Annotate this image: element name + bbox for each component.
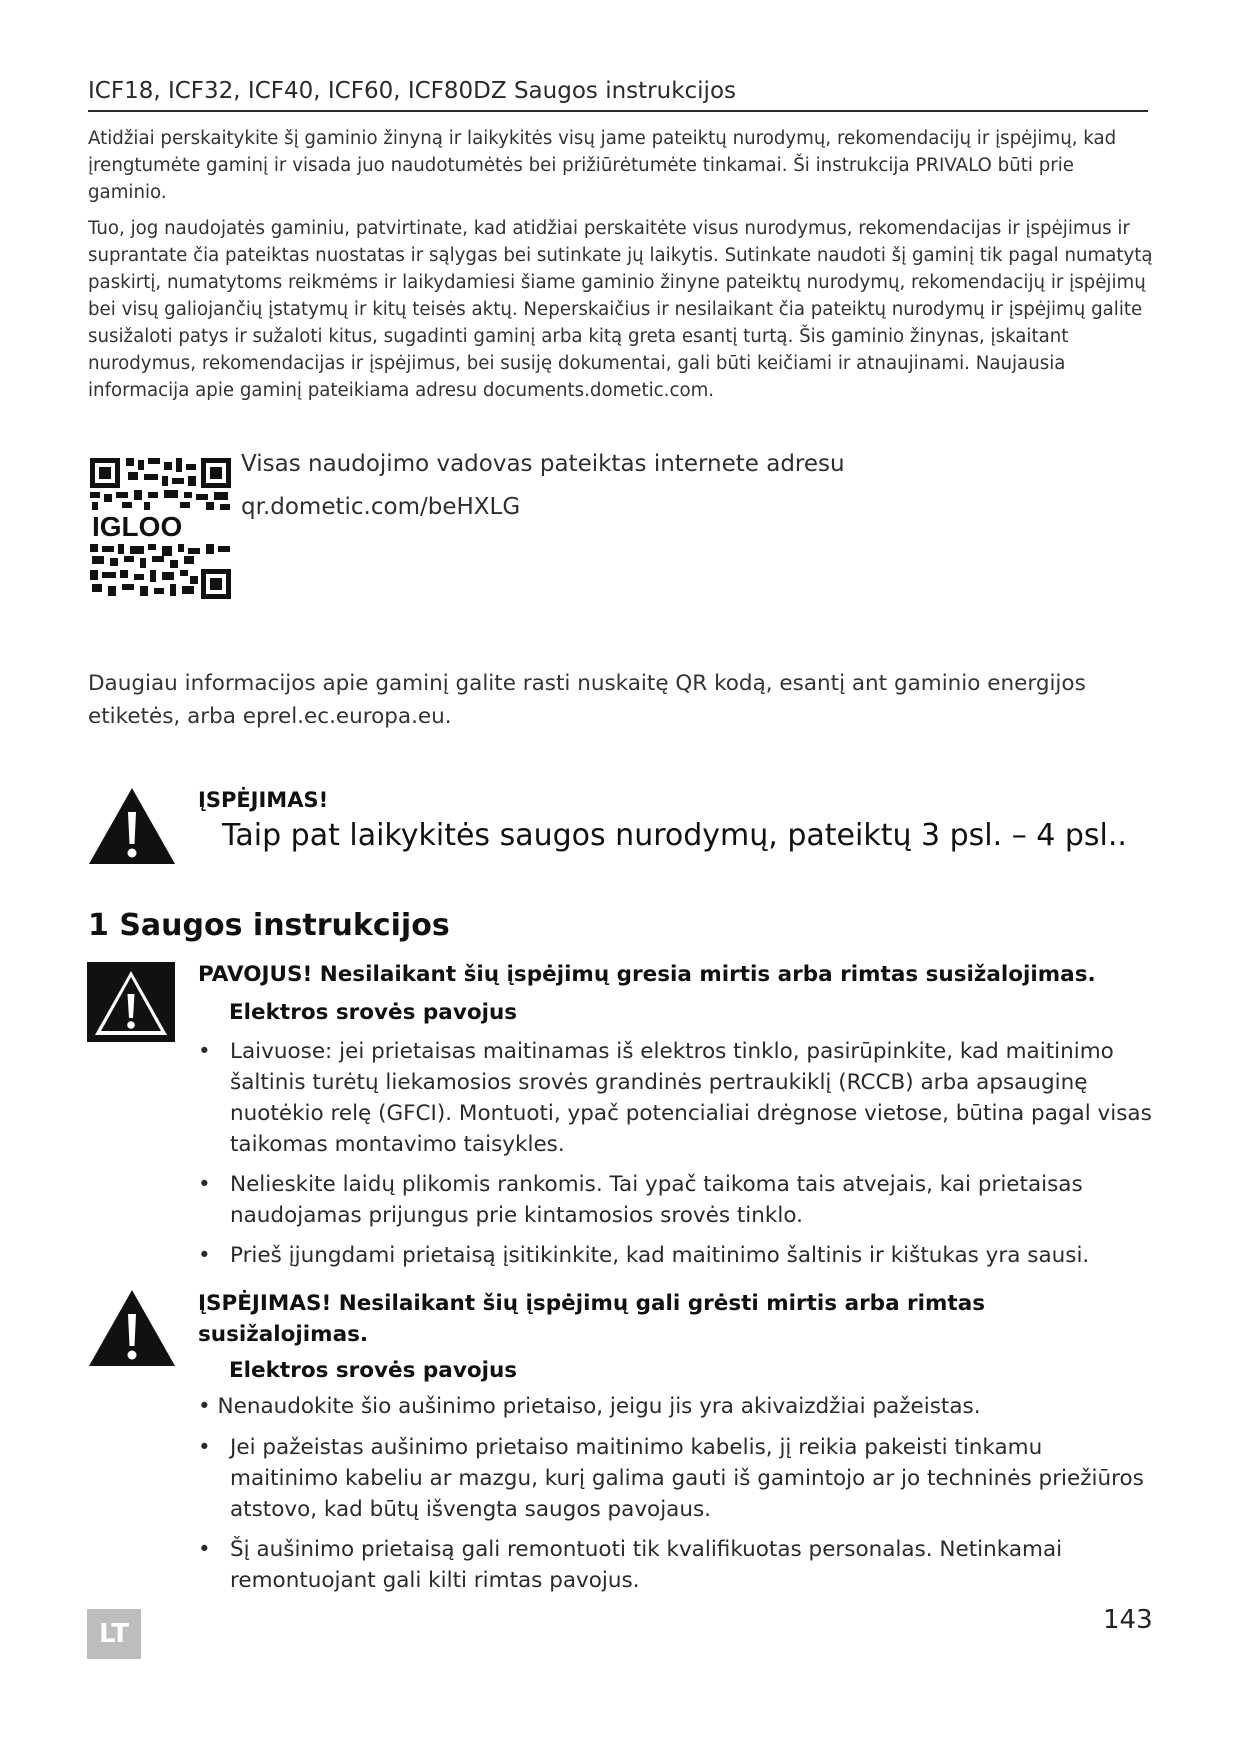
section-title: 1 Saugos instrukcijos — [88, 908, 450, 943]
danger-label: PAVOJUS! Nesilaikant šių įspėjimų gresia mirtis arba rimtas susižalojimas. — [198, 962, 1096, 987]
danger-subtitle: Elektros srovės pavojus — [229, 1000, 518, 1025]
page-number: 143 — [1103, 1605, 1153, 1635]
warning-triangle-icon — [87, 786, 177, 866]
list-item: • Šį aušinimo prietaisą gali remontuoti tik kvalifikuotas personalas. Netinkamai remontuojant gali kilti rimtas pavojus. — [198, 1534, 1153, 1596]
intro-paragraph-2: Tuo, jog naudojatės gaminiu, patvirtinate, kad atidžiai perskaitėte visus nurodymus, rekomendacijas ir įspėjimus ir suprantate čia pateiktas nuostatas ir sąlygas bei sutinkate jų laikytis. Sutinkate naudoti šį gaminį tik pagal numatytą paskirtį, numatytoms reikmėms ir laikydamiesi šiame gaminio žinyne pateiktų nurodymų, rekomendacijų ir įspėjimų bei visų galiojančių įstatymų ir kitų teisės aktų. Neperskaičius ir nesilaikant čia pateiktų nurodymų ir įspėjimų galite susižaloti patys ir sužaloti kitus, sugadinti gaminį arba kitą greta esantį turtą. Šis gaminio žinynas, įskaitant nurodymus, rekomendacijas ir įspėjimus, bei susiję dokumentai, gali būti keičiami ir atnaujinami. Naujausia informacija apie gaminį pateikiama adresu documents.dometic.com. — [88, 218, 1153, 401]
warning2-list — [198, 1432, 1153, 1605]
language-badge: LT — [87, 1609, 141, 1659]
intro-paragraph-1: Atidžiai perskaitykite šį gaminio žinyną ir laikykitės visų jame pateiktų nurodymų, rekomendacijų ir įspėjimų, kad įrengtumėte gaminį ir visada juo naudotumėtės bei prižiūrėtumėte tinkamai. Ši instrukcija PRIVALO būti prie gaminio. — [88, 128, 1117, 203]
warning2-first-line: • Nenaudokite šio aušinimo prietaiso, jeigu jis yra akivaizdžiai pažeistas. — [198, 1394, 981, 1419]
list-item: • Jei pažeistas aušinimo prietaiso maitinimo kabelis, jį reikia pakeisti tinkamu maitinimo kabeliu ar mazgu, kurį galima gauti iš gamintojo ar jo techninės priežiūros atstovo, kad būtų išvengta saugos pavojaus. — [198, 1432, 1153, 1525]
warning-text: Taip pat laikykitės saugos nurodymų, pateiktų 3 psl. – 4 psl.. — [222, 818, 1127, 853]
qr-code[interactable] — [88, 456, 233, 601]
list-item: • Nelieskite laidų plikomis rankomis. Tai ypač taikoma tais atvejais, kai prietaisas naudojamas prijungus prie kintamosios srovės tinklo. — [198, 1169, 1153, 1231]
danger-icon — [87, 962, 175, 1042]
qr-url-link[interactable]: qr.dometic.com/beHXLG — [241, 494, 521, 520]
more-info-paragraph: Daugiau informacijos apie gaminį galite rasti nuskaitę QR kodą, esantį ant gaminio energijos etiketės, arba eprel.ec.europa.eu. — [88, 671, 1086, 729]
qr-code-icon — [88, 456, 233, 601]
list-item: • Prieš įjungdami prietaisą įsitikinkite, kad maitinimo šaltinis ir kištukas yra sausi. — [198, 1240, 1153, 1271]
list-item: • Laivuose: jei prietaisas maitinamas iš elektros tinklo, pasirūpinkite, kad maitinimo šaltinis turėtų liekamosios srovės grandinės pertraukiklį (RCCB) arba apsauginę nuotėkio relę (GFCI). Montuoti, ypač potencialiai drėgnose vietose, būtina pagal visas taikomas montavimo taisykles. — [198, 1036, 1153, 1160]
page-header: ICF18, ICF32, ICF40, ICF60, ICF80DZ Saugos instrukcijos — [88, 78, 1148, 112]
warning-triangle-icon — [87, 1288, 177, 1368]
qr-description — [241, 448, 861, 523]
warning2-label: ĮSPĖJIMAS! Nesilaikant šių įspėjimų gali grėsti mirtis arba rimtas susižalojimas. — [198, 1291, 986, 1347]
qr-logo-text: IGLOO — [92, 511, 183, 542]
danger-list — [198, 1036, 1153, 1280]
warning2-subtitle: Elektros srovės pavojus — [229, 1358, 518, 1383]
warning-label: ĮSPĖJIMAS! — [198, 788, 329, 812]
qr-text: Visas naudojimo vadovas pateiktas internete adresu — [241, 451, 845, 477]
